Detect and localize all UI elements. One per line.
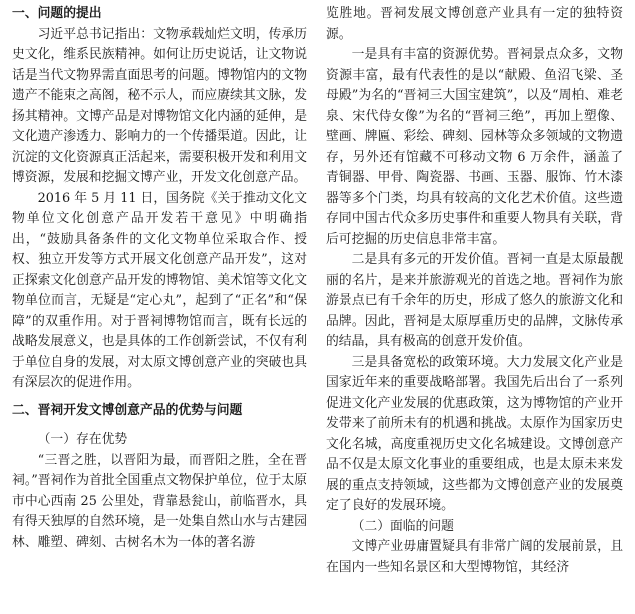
paragraph-continued: 览胜地。晋祠发展文博创意产业具有一定的独特资源。: [326, 6, 623, 42]
paragraph-policy: 2016 年 5 月 11 日，国务院《关于推动文化文物单位文化创意产品开发若干意见》中明确指出，“鼓励具备条件的文化文物单位采取合作、授权、独立开发等方式开展文化创意产品开发”，这对正探索文化创意产品开发的博物馆、美术馆等文化文物单位而言，无疑是“定心丸”，起到了“正名”和“保障”的双重作用。对于晋祠博物馆而言，既有长远的战略发展意义，也是具体的工作创新尝试，不仅有利于单位自身的发展，对太原文博创意产业的突破也具有深层次的促进作用。: [12, 190, 307, 390]
paragraph-resource-advantage: 一是具有丰富的资源优势。晋祠景点众多，文物资源丰富，最有代表性的是以“献殿、鱼沼飞梁、圣母殿”为名的“晋祠三大国宝建筑”，以及“周柏、难老泉、宋代侍女像”为名的“晋祠三绝”，再加上塑像、壁画、牌匾、彩绘、碑刻、园林等众多领域的文物遗存，另外还有馆藏不可移动文物 6 万余件，涵盖了青铜器、甲骨、陶瓷器、书画、玉器、服饰、竹木漆器等多个门类，均具有较高的文化艺术价值。这些遗存同中国古代众多历史事件和重要人物具有关联，背后可挖掘的历史信息非常丰富。: [326, 47, 623, 247]
subsection-problems-heading: （二）面临的问题: [351, 518, 454, 534]
paragraph-problems: 文博产业毋庸置疑具有非常广阔的发展前景，且在国内一些知名景区和大型博物馆，其经济: [326, 539, 623, 575]
left-column: [12, 4, 307, 553]
paragraph-development-value: 二是具有多元的开发价值。晋祠一直是太原最靓丽的名片，是来并旅游观光的首选之地。晋祠作为旅游景点已有千余年的历史，形成了悠久的旅游文化和品牌。因此，晋祠是太原厚重历史的品牌，文脉传承的结晶，具有极高的创意开发价值。: [326, 252, 623, 349]
section-2-heading: 二、晋祠开发文博创意产品的优势与问题: [12, 402, 243, 418]
right-column: [326, 4, 623, 578]
subsection-advantages-heading: （一）存在优势: [37, 432, 128, 447]
paragraph-intro: 习近平总书记指出：文物承载灿烂文明，传承历史文化，维系民族精神。如何让历史说话，让文物说话是当代文物界需直面思考的问题。博物馆内的文物遗产不能束之高阁，秘不示人，而应赓续其文脉，发扬其精神。文博产品是对博物馆文化内涵的延伸，是文化遗产渗透力、影响力的一个传播渠道。因此，让沉淀的文化资源真正活起来，需要积极开发和利用文博资源，发展和挖掘文博产业，开发文化创意产品。: [12, 26, 307, 185]
paragraph-jinci-intro: “三晋之胜，以晋阳为最，而晋阳之胜，全在晋祠。”晋祠作为首批全国重点文物保护单位，位于太原市中心西南 25 公里处，背靠悬瓮山，前临晋水，具有得天独厚的自然环境，是一处集自然山水与古建园林、雕塑、碑刻、古树名木为一体的著名游: [12, 452, 307, 550]
paragraph-policy-environment: 三是具备宽松的政策环境。大力发展文化产业是国家近年来的重要战略部署。我国先后出台了一系列促进文化产业发展的优惠政策，这为博物馆的产业开发带来了前所未有的机遇和挑战。太原作为国家历史文化名城，高度重视历史文化名城建设。文博创意产品不仅是太原文化事业的重要组成，也是太原未来发展的重点支持领域，这些都为文博创意产业的发展奠定了良好的发展环境。: [326, 354, 623, 513]
section-1-heading: 一、问题的提出: [12, 6, 102, 21]
